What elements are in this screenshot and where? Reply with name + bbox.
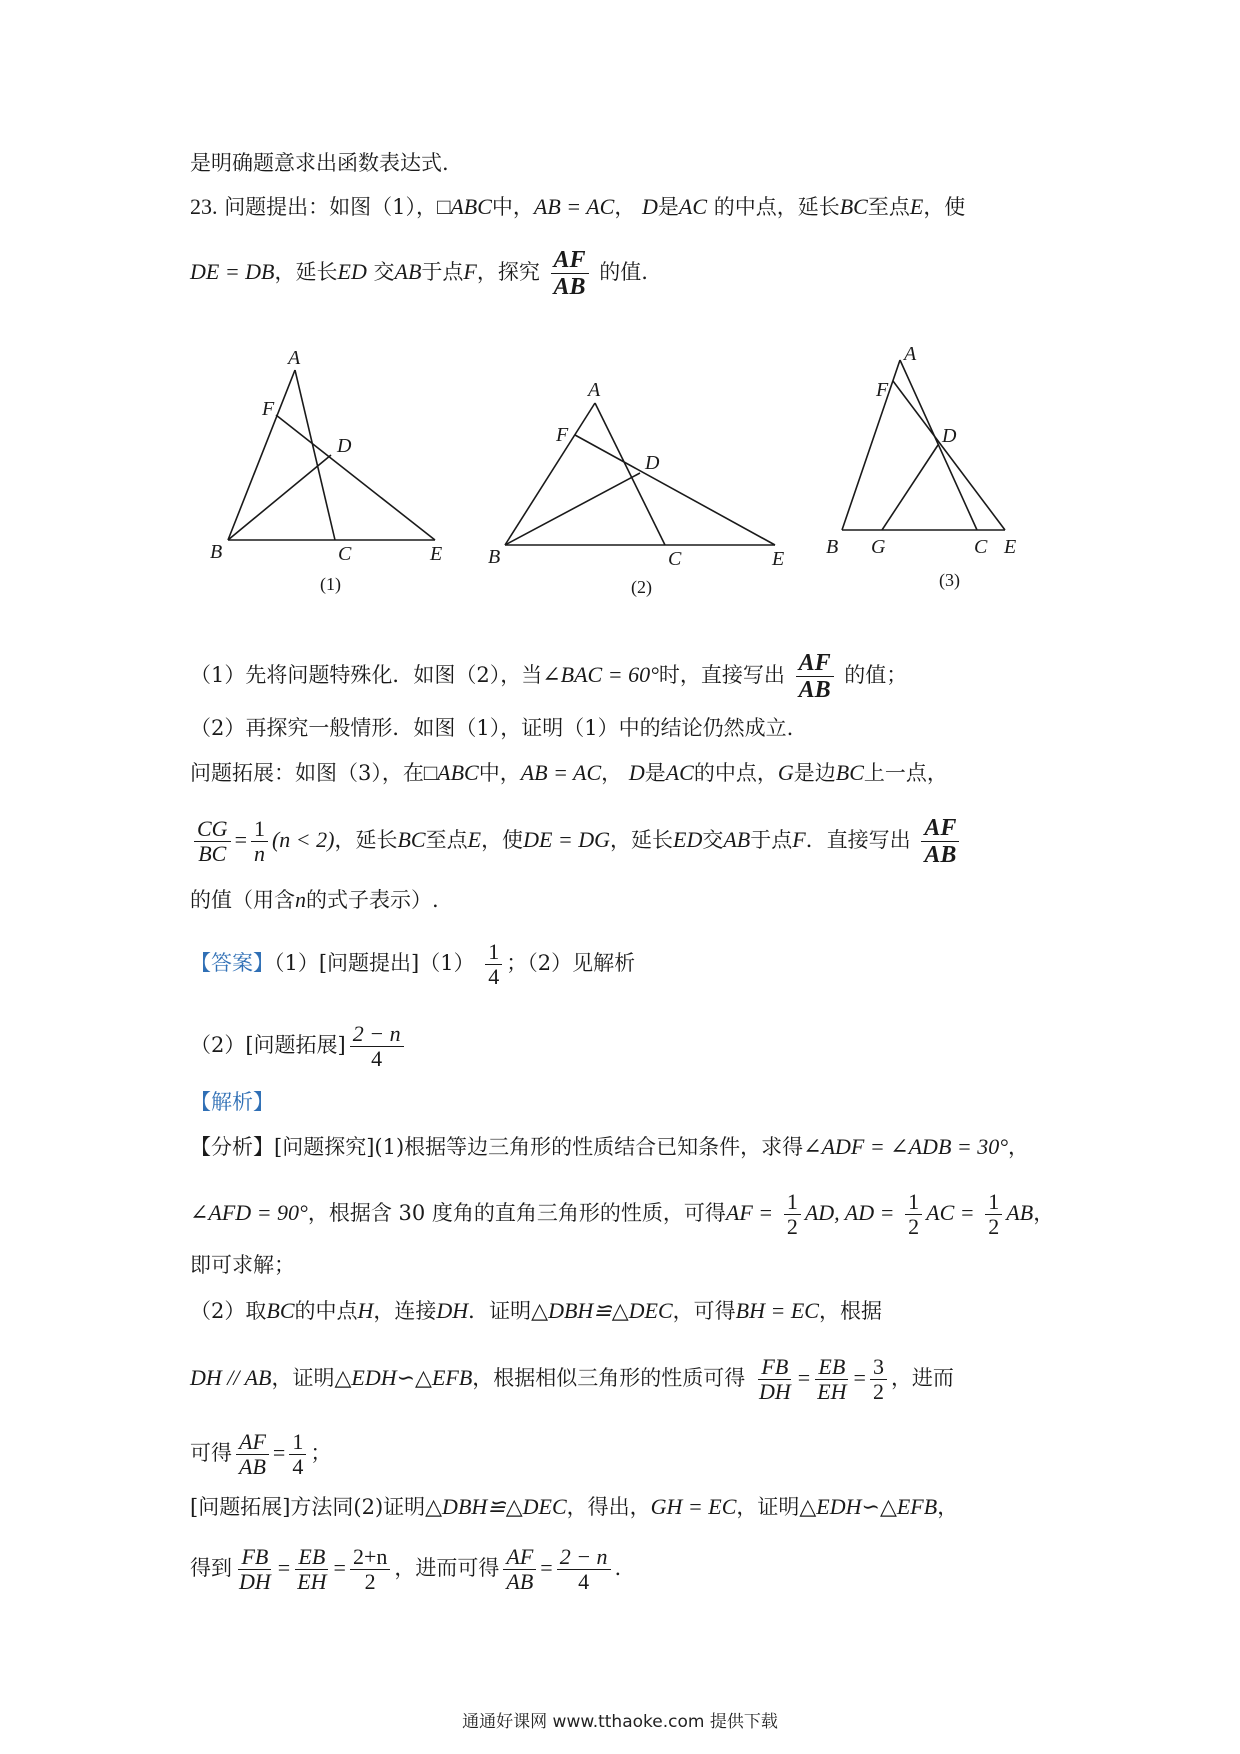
answer-line1	[190, 940, 635, 989]
fraction-half	[905, 1190, 922, 1239]
math: AB	[394, 259, 422, 284]
math: △EDH∽△EFB	[334, 1365, 473, 1390]
analysis-line2: ∠AFD = 90°，根据含 30 度角的直角三角形的性质，可得AF = $\frac{1}{2}$ AD, AD = $\frac{1}{2}$ AC = $\frac{1}{2}$ AB，	[190, 1189, 1055, 1239]
fraction-af-ab	[551, 247, 589, 300]
extension-line2	[190, 815, 963, 868]
analysis-line3	[190, 1250, 295, 1280]
numerator: AF	[236, 1430, 269, 1455]
text: 可得	[190, 1441, 232, 1465]
text: 于点	[750, 828, 793, 852]
numerator: AF	[921, 815, 959, 842]
denominator: 4	[371, 1046, 383, 1071]
denominator: AB	[924, 842, 957, 868]
numerator: AF	[551, 247, 589, 274]
text: ，使	[923, 195, 966, 219]
math: AD, AD =	[804, 1200, 895, 1225]
math: F	[463, 259, 477, 284]
intro-text: 是明确题意求出函数表达式.	[190, 151, 449, 175]
text: 上一点，	[863, 761, 948, 785]
text: ，使	[481, 828, 524, 852]
math: AF =	[725, 1200, 774, 1225]
math: DH	[436, 1298, 469, 1323]
fraction-eb-eh	[294, 1545, 329, 1594]
geometry-figures	[190, 335, 1080, 605]
point-label-c: C	[338, 543, 352, 565]
text: 的中点	[294, 1299, 358, 1323]
denominator: AB	[798, 677, 831, 703]
text: 至点	[425, 828, 468, 852]
text: .	[614, 1556, 622, 1580]
numerator: 2 − n	[557, 1545, 611, 1570]
point-label-a: A	[904, 343, 917, 365]
numerator: 1	[251, 817, 268, 842]
denominator: 2	[786, 1214, 798, 1239]
fraction-answer-2	[350, 1022, 404, 1071]
text: （2）[问题拓展]	[190, 1033, 346, 1057]
analysis-line5	[190, 1355, 954, 1404]
equals: =	[797, 1365, 811, 1390]
text: ，延长	[334, 828, 398, 852]
figure-caption-3: (3)	[939, 570, 960, 590]
math: ED	[337, 259, 367, 284]
point-label-e: E	[1004, 536, 1017, 558]
math: F	[792, 827, 806, 852]
equals: =	[277, 1555, 291, 1580]
text: ；（2）见解析	[506, 951, 636, 975]
text: 是	[657, 195, 679, 219]
figure-3-labels	[826, 343, 1016, 591]
point-label-d: D	[942, 425, 957, 447]
math: E	[467, 827, 482, 852]
numerator: 1	[784, 1190, 801, 1215]
denominator: 4	[488, 964, 500, 989]
numerator: AF	[503, 1545, 536, 1570]
equals: =	[272, 1440, 286, 1465]
text: ，证明	[736, 1495, 800, 1519]
figure-caption-1: (1)	[320, 574, 341, 594]
numerator: 2+n	[350, 1545, 390, 1570]
math: ∠ADF = ∠ADB = 30°	[803, 1134, 1009, 1159]
text: 问题提出：如图（1），	[224, 195, 438, 219]
denominator: 4	[292, 1454, 304, 1479]
fraction-answer-1	[485, 940, 502, 989]
fraction-2mn-4	[557, 1545, 611, 1594]
text: 得到	[190, 1556, 232, 1580]
math: BC	[397, 827, 426, 852]
figure-2-labels	[488, 379, 784, 598]
numerator: 3	[870, 1355, 887, 1380]
math: BC	[839, 194, 868, 219]
figure-caption-2: (2)	[631, 577, 652, 597]
text: 交	[702, 828, 724, 852]
text: ；	[310, 1441, 332, 1465]
math: BC	[835, 760, 864, 785]
text: （2）取	[190, 1299, 267, 1323]
fraction-half	[784, 1190, 801, 1239]
text: 的值.	[599, 260, 648, 284]
question-23-line1	[190, 192, 965, 222]
math: △DBH≌△DEC	[425, 1494, 567, 1519]
equals: =	[333, 1555, 346, 1580]
math: AB = AC	[533, 194, 615, 219]
equals: =	[540, 1555, 553, 1580]
text: ，证明	[271, 1366, 335, 1390]
point-label-b: B	[488, 546, 501, 568]
point-label-a: A	[288, 347, 301, 369]
equals: =	[234, 827, 247, 852]
text: 的中点，	[693, 761, 778, 785]
question-23-line2	[190, 247, 648, 300]
text: ，进而	[890, 1366, 954, 1390]
point-label-c: C	[974, 536, 988, 558]
numerator: 1	[289, 1430, 306, 1455]
analysis-line4	[190, 1296, 882, 1326]
numerator: 1	[485, 940, 502, 965]
math: AB	[723, 827, 751, 852]
text: （1）[问题提出]（1）	[274, 951, 475, 975]
math: (n < 2)	[271, 827, 335, 852]
numerator: FB	[758, 1355, 791, 1380]
denominator: EH	[817, 1379, 847, 1404]
text: ，根据	[818, 1299, 882, 1323]
figure-2	[505, 403, 775, 545]
math: n	[295, 887, 306, 912]
text: ，	[937, 1495, 959, 1519]
math: H	[357, 1298, 374, 1323]
text: 时，直接写出	[658, 663, 785, 687]
text: ，延长	[610, 828, 674, 852]
fraction-fb-dh	[236, 1545, 274, 1594]
fraction-1-n	[251, 817, 268, 866]
text: 问题拓展：如图（3），在	[190, 761, 424, 785]
part-1-line	[190, 650, 907, 703]
point-label-g: G	[871, 536, 886, 558]
text: ，根据相似三角形的性质可得	[472, 1366, 746, 1390]
text: 中，	[478, 761, 521, 785]
numerator: 1	[985, 1190, 1002, 1215]
point-label-c: C	[668, 548, 682, 570]
fraction-af-ab	[503, 1545, 536, 1594]
math: DE = DG	[523, 827, 611, 852]
point-label-b: B	[210, 541, 223, 563]
math: AC	[665, 760, 694, 785]
text: 中，	[491, 195, 534, 219]
text: 的中点，延长	[713, 195, 840, 219]
text: ，	[614, 195, 636, 219]
denominator: AB	[506, 1569, 534, 1594]
text: ，得出，	[566, 1495, 651, 1519]
numerator: 2 − n	[350, 1022, 404, 1047]
math: D	[642, 194, 658, 219]
analysis-tag: 【解析】	[190, 1090, 274, 1114]
denominator: DH	[758, 1379, 791, 1404]
footer-text: 通通好课网 www.tthaoke.com 提供下载	[462, 1712, 778, 1732]
point-label-e: E	[772, 548, 785, 570]
text: ，根据含 30 度角的直角三角形的性质，可得	[307, 1201, 726, 1225]
denominator: 4	[578, 1569, 590, 1594]
text: 是边	[793, 761, 836, 785]
analysis-line1: 【分析】[问题探究](1)根据等边三角形的性质结合已知条件，求得∠ADF = ∠ADB = 30°，	[190, 1134, 1030, 1159]
math: DH // AB	[190, 1365, 272, 1390]
text: ，连接	[373, 1299, 437, 1323]
fraction-af-ab	[236, 1430, 269, 1479]
math: BC	[266, 1298, 295, 1323]
question-number: 23.	[190, 194, 218, 219]
text: （2）再探究一般情形．如图（1），证明（1）中的结论仍然成立.	[190, 716, 794, 740]
text: ．证明	[468, 1299, 532, 1323]
math: DE = DB	[190, 259, 275, 284]
fraction-af-ab	[921, 815, 959, 868]
figure-3	[842, 360, 1005, 530]
denominator: n	[253, 841, 265, 866]
fraction-half	[985, 1190, 1002, 1239]
text: 的式子表示）.	[306, 888, 439, 912]
denominator: AB	[239, 1454, 266, 1479]
analysis-line8	[190, 1545, 621, 1594]
text: ，延长	[274, 260, 338, 284]
math: D	[628, 760, 645, 785]
analysis-line6	[190, 1430, 331, 1479]
text: 即可求解；	[190, 1253, 295, 1277]
page-footer	[0, 1707, 1240, 1732]
fraction-3-2	[870, 1355, 887, 1404]
math: AC	[678, 194, 708, 219]
text: ．直接写出	[805, 828, 911, 852]
denominator: 2	[364, 1569, 376, 1594]
fraction-cg-bc	[194, 817, 231, 866]
text: 是	[644, 761, 666, 785]
denominator: 2	[908, 1214, 920, 1239]
math: E	[909, 194, 924, 219]
math: □ABC	[423, 760, 479, 785]
denominator: BC	[198, 841, 227, 866]
figure-1	[228, 370, 435, 540]
fraction-eb-eh	[814, 1355, 849, 1404]
equals: =	[853, 1365, 866, 1390]
math: ∠AFD = 90°	[190, 1200, 308, 1225]
math: AB	[1006, 1200, 1034, 1225]
text: 于点	[421, 260, 464, 284]
text: 的值（用含	[190, 888, 295, 912]
part-2-line	[190, 713, 793, 743]
denominator: 2	[872, 1379, 884, 1404]
text: 交	[373, 260, 395, 284]
point-label-d: D	[337, 435, 352, 457]
math: BH = EC	[735, 1298, 819, 1323]
text: ，	[601, 761, 623, 785]
analysis-tag-line	[190, 1087, 274, 1117]
numerator: EB	[815, 1355, 848, 1380]
point-label-f: F	[556, 424, 569, 446]
point-label-b: B	[826, 536, 839, 558]
fraction-2n-2	[350, 1545, 390, 1594]
point-label-d: D	[645, 452, 660, 474]
text-line-intro	[190, 148, 449, 178]
math: AB = AC	[520, 760, 602, 785]
point-label-a: A	[588, 379, 601, 401]
fraction-fb-dh	[756, 1355, 794, 1404]
text: ，进而可得	[394, 1556, 500, 1580]
point-label-e: E	[430, 543, 443, 565]
numerator: AF	[796, 650, 834, 677]
math: G	[777, 760, 794, 785]
fraction-quarter	[289, 1430, 306, 1479]
denominator: EH	[297, 1569, 327, 1594]
text: [问题拓展]方法同(2)证明	[190, 1495, 426, 1519]
denominator: DH	[239, 1569, 271, 1594]
numerator: 1	[905, 1190, 922, 1215]
figure-1-labels	[210, 347, 442, 595]
analysis-line7	[190, 1492, 958, 1522]
text: 的值；	[844, 663, 908, 687]
text: （1）先将问题特殊化．如图（2），当	[190, 663, 543, 687]
math: ED	[673, 827, 703, 852]
math: AC =	[926, 1200, 975, 1225]
numerator: FB	[238, 1545, 271, 1570]
numerator: EB	[295, 1545, 328, 1570]
numerator: CG	[194, 817, 231, 842]
extension-line3	[190, 885, 439, 915]
answer-tag: 【答案】	[190, 951, 274, 975]
math: □ABC	[437, 194, 492, 219]
math: △EDH∽△EFB	[799, 1494, 938, 1519]
math: ∠BAC = 60°	[542, 662, 659, 687]
text: 【分析】[问题探究](1)根据等边三角形的性质结合已知条件，求得	[190, 1135, 804, 1159]
point-label-f: F	[262, 398, 275, 420]
extension-line1	[190, 758, 948, 788]
point-label-f: F	[876, 379, 889, 401]
math: △DBH≌△DEC	[531, 1298, 673, 1323]
denominator: AB	[553, 274, 586, 300]
denominator: 2	[988, 1214, 1000, 1239]
text: 至点	[867, 195, 910, 219]
text: ，可得	[672, 1299, 736, 1323]
text: ，探究	[476, 260, 540, 284]
fraction-af-ab	[796, 650, 834, 703]
math: GH = EC	[650, 1494, 737, 1519]
answer-line2	[190, 1022, 408, 1071]
